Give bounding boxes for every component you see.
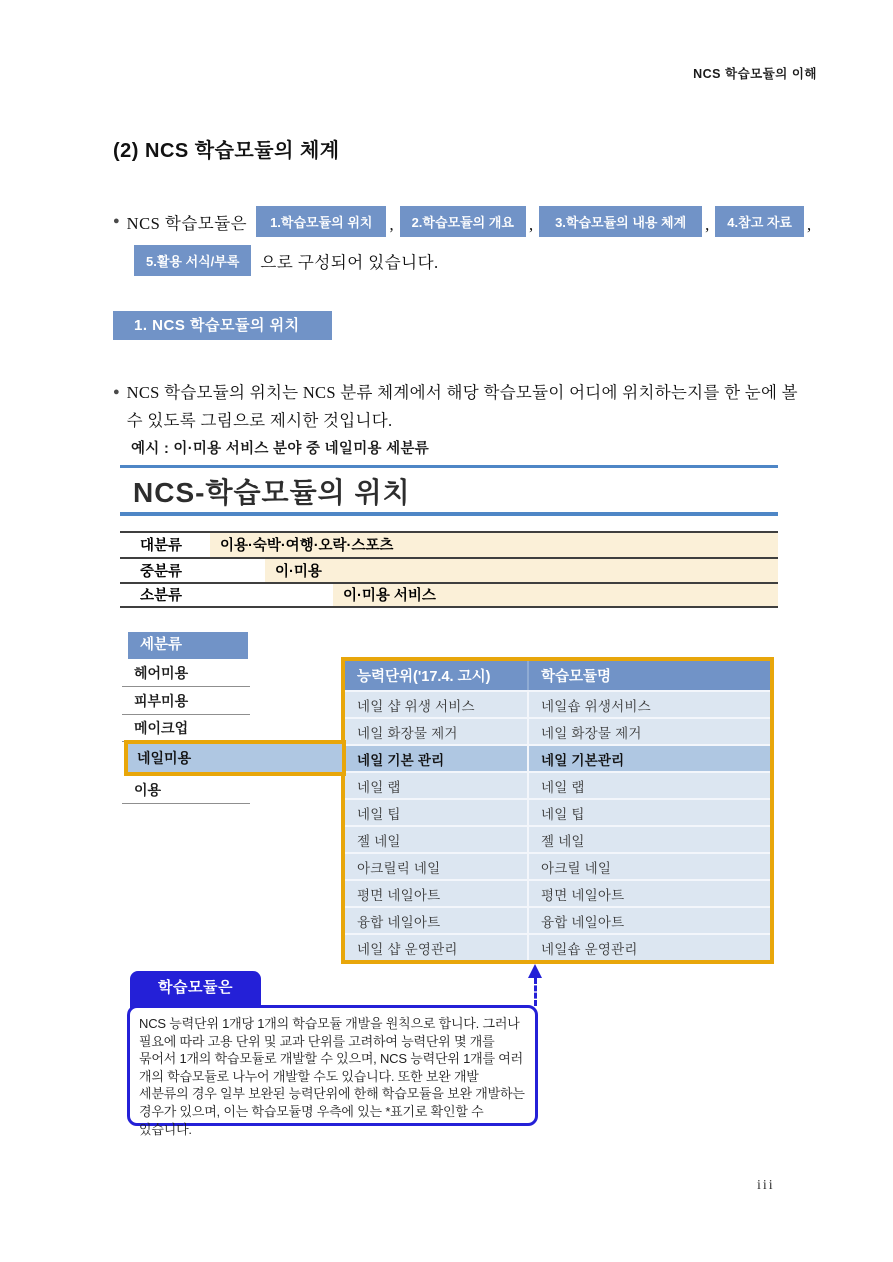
cell-module: 평면 네일아트	[541, 887, 625, 903]
table-row	[345, 690, 770, 717]
classification-row	[120, 557, 778, 583]
column-header-module-name: 학습모듈명	[541, 669, 612, 685]
cell-competency: 아크릴릭 네일	[345, 854, 529, 879]
classification-value: 이·미용 서비스	[333, 584, 778, 606]
module-table	[341, 657, 774, 964]
bullet-icon: ●	[113, 386, 120, 398]
cell-module: 네일 팁	[541, 806, 585, 822]
classification-value: 이·미용	[265, 559, 778, 583]
cell-competency: 네일 팁	[345, 800, 529, 825]
subcategory-item-barber: 이용	[122, 776, 250, 804]
subcategory-header: 세분류	[128, 632, 248, 659]
cell-competency: 융합 네일아트	[345, 908, 529, 933]
column-header-competency-unit: 능력단위('17.4. 고시)	[345, 661, 529, 690]
table-row	[345, 771, 770, 798]
subcategory-item-hair: 헤어미용	[122, 659, 250, 687]
table-row-highlighted	[345, 744, 770, 771]
classification-row	[120, 582, 778, 608]
bullet-icon: ●	[113, 214, 120, 227]
section-heading: 1. NCS 학습모듈의 위치	[113, 311, 332, 340]
dashed-connector-line	[534, 978, 537, 1006]
cell-competency: 평면 네일아트	[345, 881, 529, 906]
running-header: NCS 학습모듈의 이해	[693, 67, 817, 81]
table-row	[345, 879, 770, 906]
section-paragraph	[113, 379, 813, 434]
chip-module-structure: 3.학습모듈의 내용 체계	[539, 206, 702, 237]
table-row	[345, 825, 770, 852]
figure-title: NCS-학습모듈의 위치	[133, 477, 411, 508]
note-tab-label: 학습모듈은	[130, 971, 261, 1009]
example-caption: 예시 : 이·미용 서비스 분야 중 네일미용 세분류	[131, 441, 430, 457]
cell-module: 아크릴 네일	[541, 860, 612, 876]
cell-competency: 젤 네일	[345, 827, 529, 852]
chip-module-overview: 2.학습모듈의 개요	[400, 206, 526, 237]
cell-module: 네일 화장물 제거	[541, 725, 642, 741]
cell-competency: 네일 샵 운영관리	[345, 935, 529, 960]
cell-module: 융합 네일아트	[541, 914, 625, 930]
intro-line-1	[113, 206, 817, 237]
cell-competency: 네일 기본 관리	[345, 746, 529, 771]
intro-suffix: 으로 구성되어 있습니다.	[260, 252, 439, 272]
note-box	[127, 1005, 538, 1137]
classification-label: 중분류	[140, 563, 183, 580]
cell-competency: 네일 샵 위생 서비스	[345, 692, 529, 717]
chip-reference: 4.참고 자료	[715, 206, 804, 237]
table-row	[345, 852, 770, 879]
table-row	[345, 717, 770, 744]
cell-module: 젤 네일	[541, 833, 585, 849]
subcategory-item-makeup: 메이크업	[122, 714, 250, 742]
classification-table	[120, 531, 778, 608]
subcategory-item-skin: 피부미용	[122, 687, 250, 715]
separator: ,	[528, 214, 534, 234]
classification-label: 대분류	[140, 538, 183, 555]
classification-value: 이용·숙박·여행·오락·스포츠	[210, 533, 778, 557]
cell-module: 네일숍 위생서비스	[541, 698, 651, 714]
chip-module-location: 1.학습모듈의 위치	[256, 206, 386, 237]
intro-line-2	[134, 245, 439, 276]
separator: ,	[705, 214, 710, 234]
classification-row	[120, 531, 778, 557]
figure-bottom-rule	[120, 512, 778, 516]
section-body-text: NCS 학습모듈의 위치는 NCS 분류 체계에서 해당 학습모듈이 어디에 위치하는지를 한 눈에 볼 수 있도록 그림으로 제시한 것입니다.	[126, 383, 798, 430]
up-arrow-icon	[528, 964, 542, 978]
cell-competency: 네일 화장물 제거	[345, 719, 529, 744]
page-number: iii	[757, 1178, 775, 1193]
table-row	[345, 933, 770, 960]
figure-top-rule	[120, 465, 778, 468]
cell-module: 네일숍 운영관리	[541, 941, 638, 957]
cell-module: 네일 기본관리	[541, 752, 625, 768]
subcategory-item-nail-highlighted: 네일미용	[124, 740, 346, 776]
table-row	[345, 798, 770, 825]
cell-competency: 네일 랩	[345, 773, 529, 798]
chip-forms-appendix: 5.활용 서식/부록	[134, 245, 251, 276]
classification-label: 소분류	[140, 588, 183, 605]
separator: ,	[806, 214, 812, 234]
intro-prefix: NCS 학습모듈은	[126, 213, 248, 233]
separator: ,	[389, 214, 394, 234]
module-table-header	[345, 661, 770, 690]
table-row	[345, 906, 770, 933]
cell-module: 네일 랩	[541, 779, 585, 795]
note-text: NCS 능력단위 1개당 1개의 학습모듈 개발을 원칙으로 합니다. 그러나 필요에 따라 고용 단위 및 교과 단위를 고려하여 능력단위 몇 개를 묶어서 1개의 학습모듈로 개발할 수 있으며, NCS 능력단위 1개를 여러 개의 학습모듈로 나누어 개발할 수도 있습니다. 또한 보완 개발 세분류의 경우 일부 보완된 능력단위에 한해 학습모듈을 보완 개발하는 경우가 있으며, 이는 학습모듈명 우측에 있는 *표기로 확인할 수 있습니다.	[139, 1016, 525, 1137]
page-title: (2) NCS 학습모듈의 체계	[113, 140, 340, 162]
